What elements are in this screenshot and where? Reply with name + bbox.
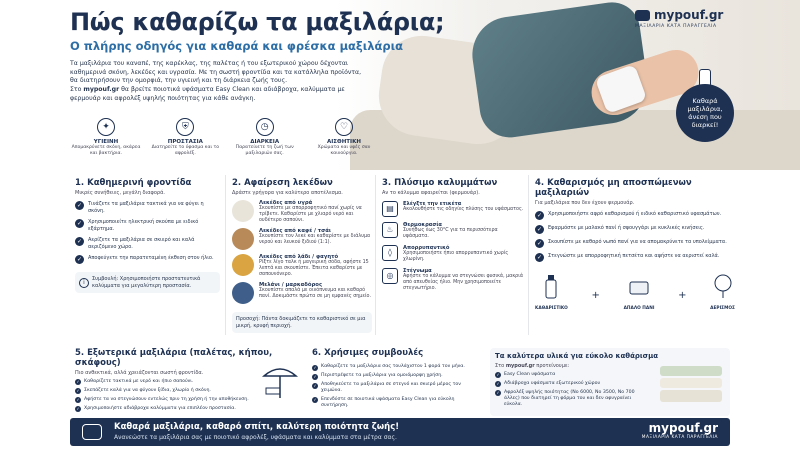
page-title: Πώς καθαρίζω τα μαξιλάρια; [70, 8, 445, 36]
list-item [495, 372, 645, 379]
section-washing-covers [382, 178, 525, 292]
tip-box [75, 272, 220, 293]
benefit-desc: Χρώματα και υφές σαν καινούργια. [317, 145, 371, 156]
step-title: Θερμοκρασία [403, 222, 442, 228]
plus-icon: + [591, 290, 600, 301]
list-item-text: Εφαρμόστε με μαλακό πανί ή σφουγγάρι με κυκλικές κινήσεις. [548, 225, 705, 231]
wash-step [382, 268, 525, 292]
step-title: Απορρυπαντικό [403, 245, 450, 251]
list-item-text: Καθαρίζετε τακτικά με νερό και ήπιο σαπούνι. [84, 378, 194, 384]
footer-banner [70, 418, 730, 446]
brand-link[interactable]: mypouf.gr [505, 363, 535, 369]
footer-headline: Καθαρά μαξιλάρια, καθαρό σπίτι, καλύτερη ποιότητα ζωής! [114, 422, 400, 432]
tip-text: Συμβουλή: Χρησιμοποιήστε προστατευτικά καλύμματα για μεγαλύτερη προστασία. [92, 276, 201, 289]
section-subtitle: Δράστε γρήγορα για καλύτερο αποτέλεσμα. [232, 190, 343, 196]
thermometer-icon: ♨ [382, 222, 398, 238]
list-item [535, 239, 735, 248]
list-item-text: Στεγνώστε με απορροφητική πετσέτα και αφήστε να αεριστεί καλά. [548, 253, 720, 259]
section-title: 5. Εξωτερικά μαξιλάρια (παλέτας, κήπου, σκάφους) [75, 348, 273, 368]
list-item-text: Τινάζετε τα μαξιλάρια τακτικά για να φύγει η σκόνη. [88, 201, 204, 214]
stain-image [232, 254, 254, 276]
section-subtitle: Για μαξιλάρια που δεν έχουν φερμουάρ. [535, 200, 635, 206]
list-item [75, 406, 300, 413]
shield-icon: ⛨ [176, 118, 194, 136]
sparkle-icon: ✦ [97, 118, 115, 136]
check-icon: ✓ [496, 390, 500, 395]
step-desc: Ακολουθήστε τις οδηγίες πλύσης του υφάσματος. [403, 207, 524, 212]
badge-text: Καθαρά μαξιλάρια, άνεση που διαρκεί! [687, 97, 723, 129]
detergent-icon: ◊ [382, 245, 398, 261]
check-icon: ✓ [76, 406, 80, 411]
section-subtitle: Αν το κάλυμμα αφαιρείται (φερμουάρ). [382, 190, 480, 196]
step-desc: Συνήθως έως 30°C για τα περισσότερα υφάσματα. [403, 228, 498, 239]
section-non-removable [535, 178, 735, 311]
check-icon: ✓ [313, 373, 317, 379]
benefit-aesthetics [308, 118, 380, 157]
page-subtitle: Ο πλήρης οδηγός για καθαρά και φρέσκα μαξιλάρια [70, 39, 403, 53]
material-cloth [624, 272, 655, 311]
lightbulb-icon: i [79, 278, 89, 288]
brand-tagline: ΜΑΞΙΛΑΡΙΑ ΚΑΤΑ ΠΑΡΑΓΓΕΛΙΑ [635, 24, 717, 29]
list-item-text: Σκουπίστε με καθαρό νωπό πανί για να απομακρύνετε τα υπολείμματα. [548, 239, 727, 245]
list-item-text: Καθαρίζετε τα μαξιλάρια σας τουλάχιστον 1 φορά τον μήνα. [321, 364, 465, 369]
intro-paragraph-2 [70, 86, 370, 103]
stain-image [232, 228, 254, 250]
check-icon: ✓ [76, 202, 83, 209]
material-label: ΑΕΡΙΣΜΟΣ [710, 306, 735, 311]
wash-step [382, 201, 525, 217]
check-icon: ✓ [313, 382, 317, 388]
cloth-icon [628, 272, 650, 300]
washing-machine-icon: ◎ [382, 268, 398, 284]
benefit-protection [149, 118, 221, 157]
intro-prefix: Στο [70, 86, 84, 94]
step-desc: Αφήστε το κάλυμμα να στεγνώσει φυσικά, μακριά από απευθείας ήλιο. Μην χρησιμοποιείτε στεγνωτήριο. [403, 274, 523, 291]
section-stain-removal [232, 178, 372, 333]
column-divider [528, 175, 529, 335]
spray-icon [540, 272, 562, 300]
check-icon: ✓ [76, 220, 83, 227]
list-item [75, 237, 220, 250]
stain-title: Λεκέδες από καφέ / τσάι [259, 228, 331, 234]
list-item [312, 364, 482, 371]
check-icon: ✓ [76, 379, 80, 384]
list-item-text: Σκεπάζετε καλά για να φύγουν ξίδια, χλωρίο ή σκόνη. [84, 387, 211, 393]
label-tag-icon: ▤ [382, 201, 398, 217]
material-airing [710, 272, 735, 311]
brand-name: mypouf.gr [654, 8, 724, 22]
intro-paragraph-1: Τα μαξιλάρια του καναπέ, της καρέκλας, της παλέτας ή του εξωτερικού χώρου δέχονται καθημερινά σκόνη, λεκέδες και υγρασία. Με τη σωστή φροντίδα και τα κατάλληλα προϊόντα, θα διατηρήσουν την ομορφιά, την υγιεινή και τη διάρκεια ζωής τους. [70, 60, 362, 85]
warning-box [232, 312, 372, 333]
sub-prefix: Στο [495, 363, 506, 369]
check-icon: ✓ [496, 372, 500, 377]
list-item-text: Easy Clean υφάσματα [504, 371, 556, 377]
umbrella-chair-icon [260, 362, 300, 402]
benefit-desc: Παρατείνετε τη ζωή των μαξιλαριών σας. [235, 145, 294, 156]
list-item [312, 373, 482, 380]
list-item-text: Αποφεύγετε την παρατεταμένη έκθεση στον ήλιο. [88, 255, 214, 261]
step-desc: Χρησιμοποιήστε ήπιο απορρυπαντικό χωρίς χλωρίνη. [403, 251, 509, 262]
list-item-text: Αερίζετε τα μαξιλάρια σε σκιερό και καλά αεριζόμενο χώρο. [88, 237, 195, 250]
stain-image [232, 200, 254, 222]
sub-rest: προτείνουμε: [534, 363, 570, 369]
stain-item [232, 228, 372, 250]
stain-title: Μελάνι / μαρκαδόρος [259, 282, 323, 288]
check-icon: ✓ [76, 397, 80, 402]
list-item [75, 201, 220, 214]
promo-badge [676, 84, 734, 142]
list-item [312, 382, 482, 394]
hero-banner [0, 0, 800, 170]
wash-step [382, 245, 525, 263]
section-title: 2. Αφαίρεση λεκέδων [232, 178, 333, 188]
check-icon: ✓ [76, 256, 83, 263]
list-item [535, 225, 735, 234]
sofa-logo-icon [635, 10, 650, 21]
benefit-desc: Διατηρείτε το ύφασμα και το αφρολέξ. [151, 145, 220, 156]
list-item-text: Επενδύστε σε ποιοτικά υφάσματα Easy Clean για εύκολη συντήρηση. [321, 396, 455, 408]
section-title: 3. Πλύσιμο καλυμμάτων [382, 178, 498, 188]
stain-image [232, 282, 254, 304]
list-item [312, 397, 482, 409]
step-title: Ελέγξτε την ετικέτα [403, 201, 462, 207]
warning-text: Προσοχή: Πάντα δοκιμάζετε το καθαριστικό σε μια μικρή, κρυφή περιοχή. [236, 316, 366, 329]
section-title: Τα καλύτερα υλικά για εύκολο καθάρισμα [495, 352, 659, 360]
footer-brand[interactable] [642, 421, 718, 440]
list-item-text: Χρησιμοποιείτε ηλεκτρική σκούπα με ειδικό εξάρτημα. [88, 219, 199, 232]
check-icon: ✓ [536, 212, 543, 219]
list-item-text: Αποθηκεύετε τα μαξιλάρια σε στεγνό και σκιερό μέρος τον χειμώνα. [321, 382, 461, 393]
stain-item [232, 282, 372, 304]
check-icon: ✓ [76, 238, 83, 245]
footer-subline: Ανανεώστε τα μαξιλάρια σας με ποιοτικό αφρολέξ, υφάσματα και καλύμματα στα μέτρα σας. [114, 434, 397, 441]
heart-icon: ♡ [335, 118, 353, 136]
check-icon: ✓ [536, 240, 543, 247]
wash-step [382, 222, 525, 240]
section-title: 1. Καθημερινή φροντίδα [75, 178, 192, 188]
benefit-title: ΑΙΣΘΗΤΙΚΗ [326, 139, 361, 145]
intro-rest: θα βρείτε ποιοτικά υφάσματα Easy Clean και αδιάβροχα, καλύμματα με φερμουάρ και αφρολέξ υψηλής ποιότητας για κάθε ανάγκη. [70, 86, 345, 102]
benefit-title: ΔΙΑΡΚΕΙΑ [250, 139, 280, 145]
check-icon: ✓ [76, 388, 80, 393]
stain-title: Λεκέδες από υγρά [259, 200, 313, 206]
clock-icon: ◷ [256, 118, 274, 136]
list-item-text: Χρησιμοποιήστε αφρό καθαρισμού ή ειδικό καθαριστικό υφασμάτων. [548, 211, 722, 217]
stain-desc: Σκουπίστε απαλά με οινόπνευμα και καθαρό πανί. Δοκιμάστε πρώτα σε μη εμφανές σημείο. [259, 288, 372, 299]
section-useful-tips [312, 348, 482, 416]
material-cleaner [535, 272, 568, 311]
brand-logo[interactable] [635, 8, 755, 29]
section-best-materials [490, 348, 730, 416]
list-item-text: Αφήστε τα να στεγνώσουν εντελώς πριν τη χρήση ή την αποθήκευση. [84, 396, 249, 402]
list-item-text: Περιστρέφετε τα μαξιλάρια για ομοιόμορφη χρήση. [321, 373, 443, 378]
intro-text [70, 60, 370, 104]
section-outdoor [75, 348, 300, 416]
benefit-desc: Απομακρύνετε σκόνη, ακάρεα και βακτήρια. [71, 145, 141, 156]
sofa-icon [82, 424, 102, 440]
step-title: Στέγνωμα [403, 268, 432, 274]
check-icon: ✓ [536, 226, 543, 233]
stain-item [232, 200, 372, 224]
materials-row [535, 272, 735, 311]
check-icon: ✓ [496, 381, 500, 386]
benefits-row [70, 118, 380, 157]
intro-brand-link[interactable]: mypouf.gr [83, 86, 120, 94]
section-title: 6. Χρήσιμες συμβουλές [312, 348, 424, 358]
material-label: ΚΑΘΑΡΙΣΤΙΚΟ [535, 306, 568, 311]
list-item [495, 381, 645, 388]
benefit-durability [229, 118, 301, 157]
stain-desc: Σκουπίστε με απορροφητικό πανί χωρίς να τρίβετε. Καθαρίστε με χλιαρό νερό και ουδέτερο σαπούνι. [259, 206, 362, 223]
list-item [535, 253, 735, 262]
list-item [535, 211, 735, 220]
check-icon: ✓ [536, 254, 543, 261]
benefit-title: ΠΡΟΣΤΑΣΙΑ [167, 139, 203, 145]
stain-desc: Ρίξτε λίγο ταλκ ή μαγειρική σόδα, αφήστε 15 λεπτά και σκουπίστε. Έπειτα καθαρίστε με σαπουνόνερο. [259, 260, 369, 277]
list-item-text: Αφρολέξ υψηλής ποιότητας (Νο 6000, Νο 3500, Νο 700 άλλες) που διατηρεί τη φόρμα του και δεν αφυγραίνει εύκολα. [504, 389, 635, 407]
list-item [75, 219, 220, 232]
section-subtitle: Μικρές συνήθειες, μεγάλη διαφορά. [75, 190, 165, 196]
fan-icon [712, 272, 734, 300]
footer-brand-tagline: ΜΑΞΙΛΑΡΙΑ ΚΑΤΑ ΠΑΡΑΓΓΕΛΙΑ [641, 435, 718, 440]
list-item-text: Αδιάβροχα υφάσματα εξωτερικού χώρου [504, 380, 601, 386]
list-item [75, 255, 220, 264]
check-icon: ✓ [313, 397, 317, 402]
benefit-title: ΥΓΙΕΙΝΗ [93, 139, 119, 145]
section-title: 4. Καθαρισμός μη αποσπώμενων μαξιλαριών [535, 178, 692, 198]
benefit-hygiene [70, 118, 142, 157]
material-label: ΑΠΑΛΟ ΠΑΝΙ [623, 306, 655, 311]
list-item-text: Χρησιμοποιήστε αδιάβροχα καλύμματα για επιπλέον προστασία. [84, 405, 236, 411]
section-daily-care [75, 178, 220, 293]
check-icon: ✓ [313, 364, 317, 370]
stain-item [232, 254, 372, 278]
stain-desc: Σκουπίστε τον λεκέ και καθαρίστε με διάλυμα νερού και λευκού ξιδιού (1:1). [259, 234, 371, 245]
section-subtitle: Πιο ανθεκτικά, αλλά χρειάζονται σωστή φροντίδα. [75, 370, 204, 376]
stain-title: Λεκέδες από λάδι / φαγητό [259, 254, 339, 260]
list-item [495, 390, 645, 408]
column-divider [225, 175, 226, 335]
foam-samples-image [660, 366, 722, 408]
plus-icon: + [678, 290, 687, 301]
footer-brand-name: mypouf.gr [648, 421, 718, 435]
column-divider [375, 175, 376, 335]
